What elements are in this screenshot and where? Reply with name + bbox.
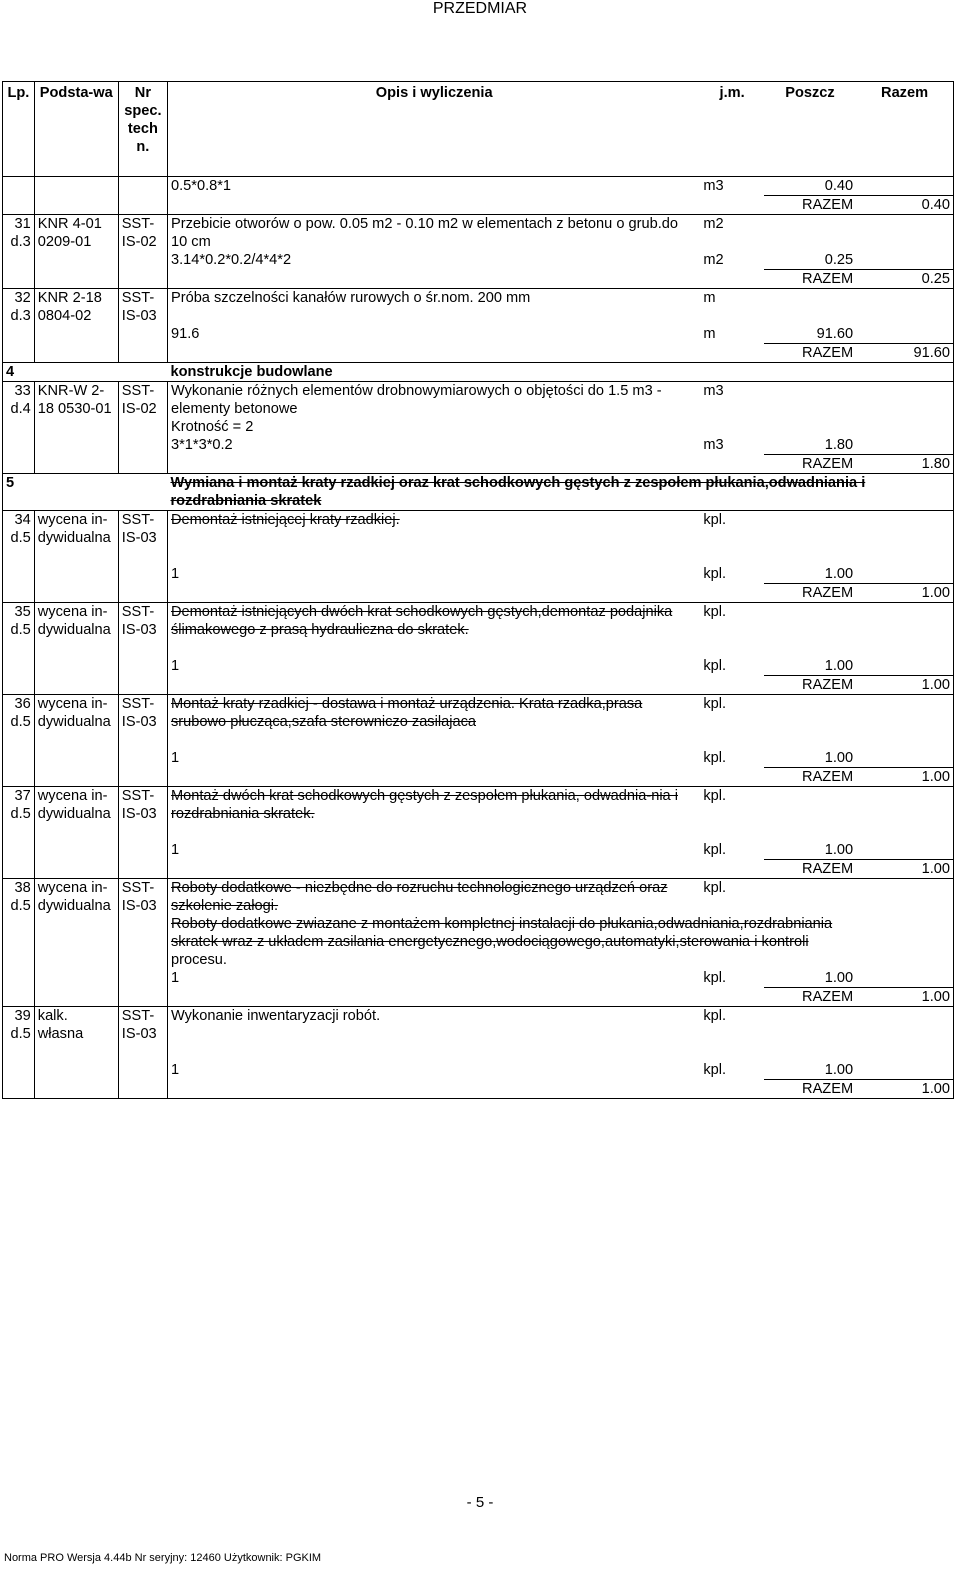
razem-row: [3, 584, 954, 603]
position-base: wycena in-dywidualna: [34, 879, 118, 916]
position-spec: SST-IS-03: [118, 695, 167, 750]
chapter-row: [3, 474, 954, 511]
calc-desc: 1: [167, 657, 700, 676]
calc-desc: 1: [167, 565, 700, 584]
position-row: [3, 603, 954, 658]
razem-label: RAZEM: [764, 455, 856, 474]
unit-cell: m3: [703, 178, 724, 194]
position-desc: Demontaż istniejącej kraty rzadkiej.: [167, 511, 700, 566]
extra-desc: Roboty dodatkowe zwiazane z montażem kompletnej instalacji do płukania,odwadniania,rozdrabniania skratek wraz z układem zasilania energetycznego,wodociągowego,automatyki,sterowania i kontroli procesu.: [167, 915, 856, 969]
razem-row: [3, 1080, 954, 1099]
multiplier-row: [3, 418, 954, 436]
calc-row: [3, 325, 954, 344]
position-row: [3, 879, 954, 916]
position-number: 33 d.4: [3, 382, 35, 419]
calc-desc: 1: [167, 969, 700, 988]
chapter-row: [3, 363, 954, 382]
position-spec: SST-IS-02: [118, 215, 167, 252]
chapter-title: konstrukcje budowlane: [167, 363, 856, 382]
position-spec: SST-IS-03: [118, 879, 167, 916]
position-base: KNR-W 2-18 0530-01: [34, 382, 118, 419]
col-header-total: Razem: [856, 82, 953, 177]
razem-total: 1.00: [856, 768, 953, 787]
razem-row: [3, 455, 954, 474]
col-header-qty: Poszcz: [764, 82, 856, 177]
position-row: [3, 695, 954, 750]
position-desc: Montaż kraty rzadkiej - dostawa i montaż urządzenia. Krata rzadka,prasa srubowo płucząca,szafa sterowniczo zasilajaca: [167, 695, 700, 750]
unit-cell: kpl.: [700, 511, 764, 566]
unit-cell: kpl.: [700, 879, 764, 916]
position-number: 31 d.3: [3, 215, 35, 252]
unit-cell: kpl.: [703, 750, 727, 766]
calc-row: [3, 749, 954, 768]
unit-cell: m2: [700, 215, 764, 252]
qty-cell: 0.25: [824, 252, 854, 268]
unit-cell: m: [700, 289, 764, 326]
razem-label: RAZEM: [764, 768, 856, 787]
calc-row: [3, 657, 954, 676]
calc-row: [3, 565, 954, 584]
calc-desc: 91.6: [167, 325, 700, 344]
unit-cell: kpl.: [703, 842, 727, 858]
razem-row: [3, 860, 954, 879]
position-spec: SST-IS-03: [118, 511, 167, 566]
unit-cell: kpl.: [700, 787, 764, 842]
razem-label: RAZEM: [764, 344, 856, 363]
position-row: [3, 787, 954, 842]
unit-cell: m3: [703, 437, 724, 453]
position-desc: Wykonanie różnych elementów drobnowymiarowych o objętości do 1.5 m3 - elementy betonowe: [167, 382, 700, 419]
col-header-desc: Opis i wyliczenia: [167, 82, 700, 177]
chapter-number: 4: [3, 363, 35, 382]
razem-label: RAZEM: [764, 1080, 856, 1099]
qty-cell: 0.40: [824, 178, 854, 194]
razem-label: RAZEM: [764, 676, 856, 695]
position-row: [3, 382, 954, 419]
calc-desc: 1: [167, 1061, 700, 1080]
page-number: - 5 -: [466, 1494, 494, 1511]
calc-row: [3, 177, 954, 196]
qty-cell: 1.80: [824, 437, 854, 453]
footer-info: Norma PRO Wersja 4.44b Nr seryjny: 12460 Użytkownik: PGKIM: [4, 1552, 322, 1564]
cost-estimate-table: [2, 81, 954, 1099]
qty-cell: 1.00: [824, 658, 854, 674]
razem-label: RAZEM: [764, 988, 856, 1007]
calc-row: [3, 436, 954, 455]
position-number: 36 d.5: [3, 695, 35, 750]
position-number: 35 d.5: [3, 603, 35, 658]
position-row: [3, 289, 954, 326]
qty-cell: 91.60: [816, 326, 854, 342]
qty-cell: 1.00: [824, 566, 854, 582]
calc-row: [3, 841, 954, 860]
position-desc: Demontaż istniejących dwóch krat schodkowych gęstych,demontaz podajnika ślimakowego z prasą hydrauliczna do skratek.: [167, 603, 700, 658]
position-number: 38 d.5: [3, 879, 35, 916]
razem-label: RAZEM: [764, 196, 856, 215]
position-number: 39 d.5: [3, 1007, 35, 1062]
calc-row: [3, 1061, 954, 1080]
chapter-title: Wymiana i montaż kraty rzadkiej oraz krat schodkowych gęstych z zespołem płukania,odwadniania i rozdrabniania skratek: [167, 474, 953, 511]
unit-cell: kpl.: [700, 1007, 764, 1062]
razem-total: 1.00: [856, 860, 953, 879]
razem-row: [3, 768, 954, 787]
position-base: wycena in-dywidualna: [34, 511, 118, 566]
position-desc: Montaż dwóch krat schodkowych gęstych z zespołem płukania, odwadnia-nia i rozdrabniania skratek.: [167, 787, 700, 842]
position-spec: SST-IS-03: [118, 289, 167, 326]
unit-cell: kpl.: [703, 658, 727, 674]
position-desc: Wykonanie inwentaryzacji robót.: [167, 1007, 700, 1062]
razem-total: 1.00: [856, 676, 953, 695]
razem-label: RAZEM: [764, 270, 856, 289]
qty-cell: 1.00: [824, 1062, 854, 1078]
position-row: [3, 215, 954, 252]
position-base: wycena in-dywidualna: [34, 787, 118, 842]
table-header-row: [3, 82, 954, 177]
razem-total: 91.60: [856, 344, 953, 363]
calc-desc: 0.5*0.8*1: [167, 177, 700, 196]
position-desc: Przebicie otworów o pow. 0.05 m2 - 0.10 m2 w elementach z betonu o grub.do 10 cm: [167, 215, 700, 252]
razem-total: 1.00: [856, 988, 953, 1007]
razem-row: [3, 676, 954, 695]
razem-row: [3, 344, 954, 363]
col-header-unit: j.m.: [700, 82, 764, 177]
position-base: KNR 2-18 0804-02: [34, 289, 118, 326]
position-row: [3, 1007, 954, 1062]
unit-cell: kpl.: [703, 970, 727, 986]
position-base: kalk. własna: [34, 1007, 118, 1062]
razem-total: 1.80: [856, 455, 953, 474]
calc-row: [3, 969, 954, 988]
col-header-spec: Nr spec. tech n.: [118, 82, 167, 177]
position-number: 32 d.3: [3, 289, 35, 326]
razem-row: [3, 196, 954, 215]
qty-cell: 1.00: [824, 970, 854, 986]
calc-desc: 3.14*0.2*0.2/4*4*2: [167, 251, 700, 270]
position-row: [3, 511, 954, 566]
position-desc: Próba szczelności kanałów rurowych o śr.nom. 200 mm: [167, 289, 700, 326]
calc-row: [3, 251, 954, 270]
razem-total: 1.00: [856, 1080, 953, 1099]
position-number: 37 d.5: [3, 787, 35, 842]
razem-total: 1.00: [856, 584, 953, 603]
unit-cell: m2: [703, 252, 724, 268]
multiplier-desc: Krotność = 2: [167, 418, 700, 436]
position-base: KNR 4-01 0209-01: [34, 215, 118, 252]
position-desc: Roboty dodatkowe - niezbędne do rozruchu technologicznego urządzeń oraz szkolenie załogi.: [167, 879, 700, 916]
position-base: wycena in-dywidualna: [34, 603, 118, 658]
position-spec: SST-IS-02: [118, 382, 167, 419]
calc-desc: 1: [167, 749, 700, 768]
unit-cell: kpl.: [703, 1062, 727, 1078]
razem-total: 0.25: [856, 270, 953, 289]
col-header-base: Podsta-wa: [34, 82, 118, 177]
razem-row: [3, 988, 954, 1007]
unit-cell: m3: [700, 382, 764, 419]
unit-cell: kpl.: [700, 695, 764, 750]
qty-cell: 1.00: [824, 842, 854, 858]
calc-desc: 3*1*3*0.2: [167, 436, 700, 455]
razem-row: [3, 270, 954, 289]
extra-desc-row: [3, 915, 954, 969]
chapter-number: 5: [3, 474, 35, 511]
qty-cell: 1.00: [824, 750, 854, 766]
position-spec: SST-IS-03: [118, 1007, 167, 1062]
unit-cell: kpl.: [703, 566, 727, 582]
razem-label: RAZEM: [764, 860, 856, 879]
razem-label: RAZEM: [764, 584, 856, 603]
position-base: wycena in-dywidualna: [34, 695, 118, 750]
position-spec: SST-IS-03: [118, 787, 167, 842]
position-spec: SST-IS-03: [118, 603, 167, 658]
col-header-lp: Lp.: [3, 82, 35, 177]
calc-desc: 1: [167, 841, 700, 860]
position-number: 34 d.5: [3, 511, 35, 566]
unit-cell: kpl.: [700, 603, 764, 658]
page-header-title: PRZEDMIAR: [432, 0, 528, 17]
razem-total: 0.40: [856, 196, 953, 215]
unit-cell: m: [703, 326, 716, 342]
